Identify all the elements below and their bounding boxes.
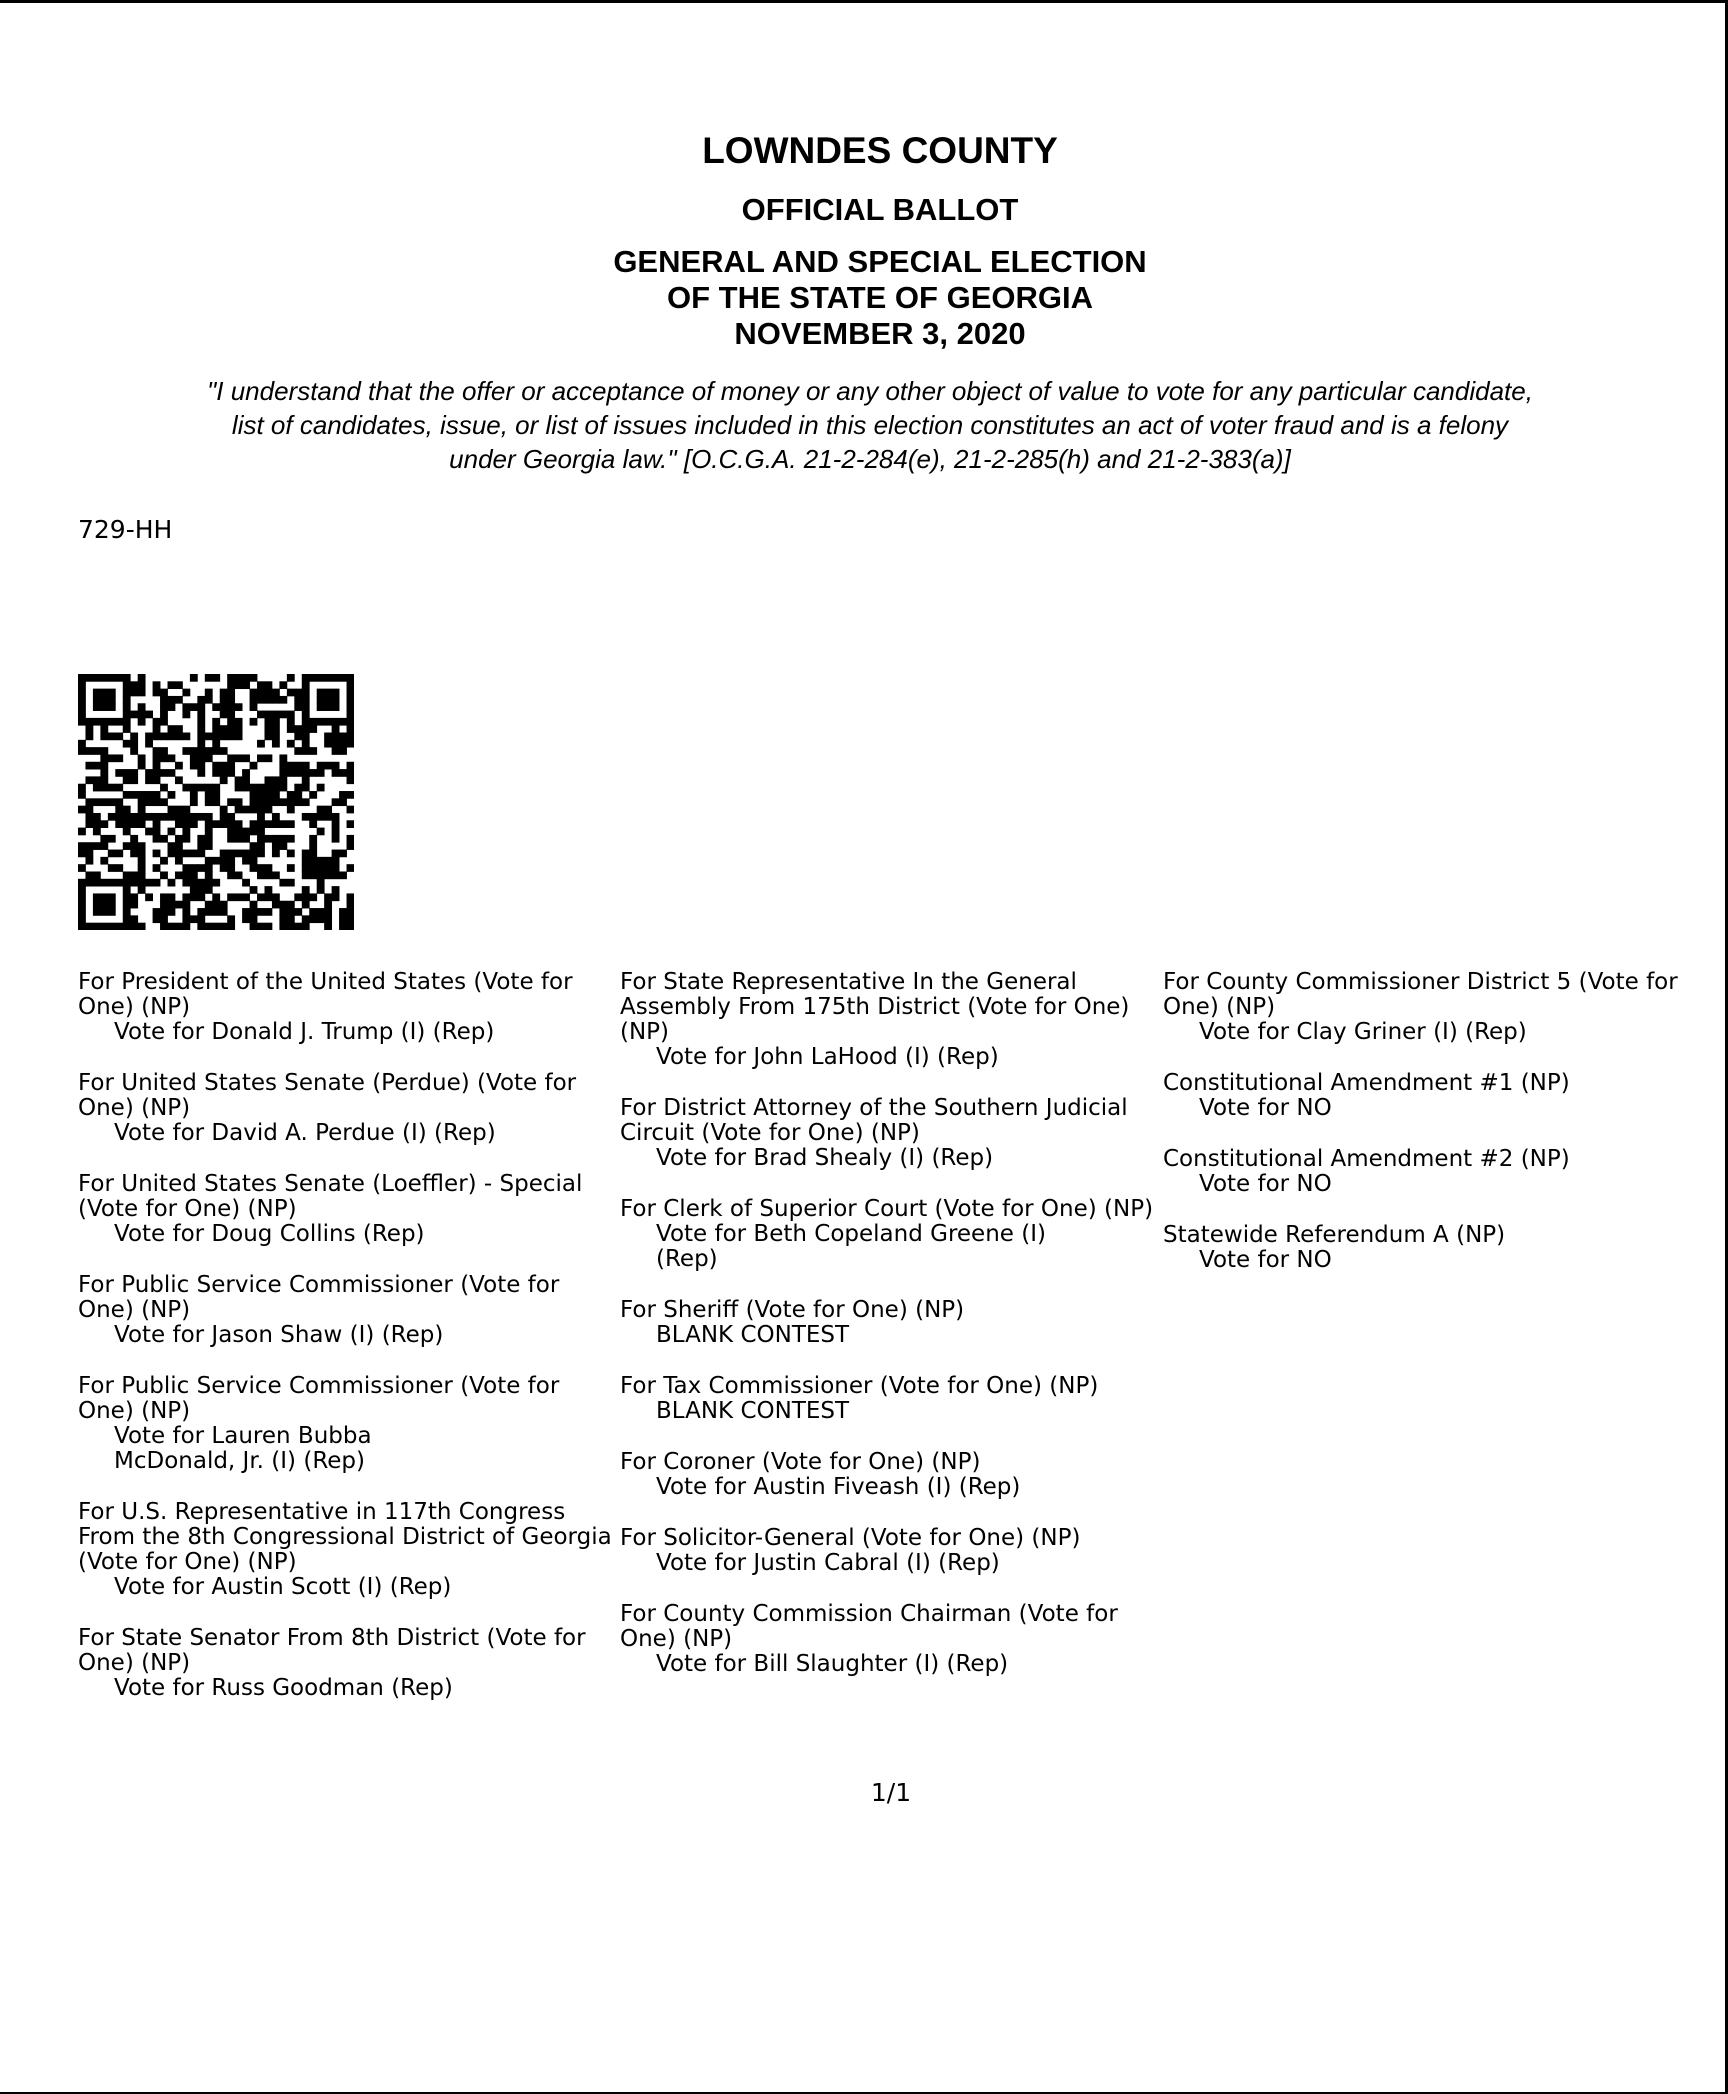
contest xyxy=(620,1602,1165,1677)
contest-choice: Vote for Brad Shealy (I) (Rep) xyxy=(656,1145,994,1171)
contest-title: For State Senator From 8th District (Vote for One) (NP) xyxy=(78,1625,586,1676)
contest xyxy=(78,1500,618,1600)
election-date: NOVEMBER 3, 2020 xyxy=(734,316,1026,351)
contest xyxy=(620,1096,1165,1171)
contest-choice: Vote for NO xyxy=(1199,1247,1332,1273)
contest-title: For Coroner (Vote for One) (NP) xyxy=(620,1449,981,1475)
contest-title: For County Commissioner District 5 (Vote for One) (NP) xyxy=(1163,969,1678,1020)
contest-title: For District Attorney of the Southern Judicial Circuit (Vote for One) (NP) xyxy=(620,1095,1128,1146)
contest-title: For County Commission Chairman (Vote for One) (NP) xyxy=(620,1601,1118,1652)
contest xyxy=(1163,1071,1683,1121)
contest-choice: Vote for NO xyxy=(1199,1171,1332,1197)
contest-choice: BLANK CONTEST xyxy=(656,1322,850,1348)
contest-choice: BLANK CONTEST xyxy=(656,1398,850,1424)
contest-choice: Vote for David A. Perdue (I) (Rep) xyxy=(114,1120,496,1146)
contest xyxy=(78,970,618,1045)
oath-line-2: list of candidates, issue, or list of issues included in this election constitutes an act of voter fraud and is a felony xyxy=(231,410,1509,440)
contest xyxy=(1163,970,1683,1045)
page-border-top xyxy=(0,0,1728,3)
contest xyxy=(1163,1147,1683,1197)
contest-choice: Vote for Justin Cabral (I) (Rep) xyxy=(656,1550,1000,1576)
contest xyxy=(78,1374,618,1474)
contest-title: For Clerk of Superior Court (Vote for One) (NP) xyxy=(620,1196,1154,1222)
contest-choice: Vote for Clay Griner (I) (Rep) xyxy=(1199,1019,1527,1045)
contest-choice: Vote for Bill Slaughter (I) (Rep) xyxy=(656,1651,1009,1677)
county-title: LOWNDES COUNTY xyxy=(702,130,1058,171)
ballot-type-title: OFFICIAL BALLOT xyxy=(741,192,1019,227)
contest-title: For President of the United States (Vote for One) (NP) xyxy=(78,969,573,1020)
contest xyxy=(620,1450,1165,1500)
contest-choice: Vote for NO xyxy=(1199,1095,1332,1121)
contest xyxy=(620,1298,1165,1348)
contest-title: For United States Senate (Perdue) (Vote for One) (NP) xyxy=(78,1070,577,1121)
contest xyxy=(78,1071,618,1146)
contest-choice: Vote for John LaHood (I) (Rep) xyxy=(656,1044,999,1070)
contest xyxy=(78,1626,618,1701)
contest xyxy=(620,970,1165,1070)
contest-column-1 xyxy=(78,970,618,1727)
contest-title: For Sheriff (Vote for One) (NP) xyxy=(620,1297,965,1323)
contest-title: For State Representative In the General Assembly From 175th District (Vote for One) (NP) xyxy=(620,969,1130,1045)
contest-title: For United States Senate (Loeffler) - Special (Vote for One) (NP) xyxy=(78,1171,583,1222)
contest-title: For Tax Commissioner (Vote for One) (NP) xyxy=(620,1373,1099,1399)
contest-title: Constitutional Amendment #2 (NP) xyxy=(1163,1146,1570,1172)
contest-title: For U.S. Representative in 117th Congress From the 8th Congressional District of Georgia (Vote for One) (NP) xyxy=(78,1499,612,1575)
election-title-line-1: GENERAL AND SPECIAL ELECTION xyxy=(613,244,1147,279)
oath-line-1: "I understand that the offer or acceptance of money or any other object of value to vote for any particular candidate, xyxy=(207,376,1533,406)
oath-line-3: under Georgia law." [O.C.G.A. 21-2-284(e), 21-2-285(h) and 21-2-383(a)] xyxy=(449,444,1291,474)
contest xyxy=(620,1374,1165,1424)
contest-title: For Solicitor-General (Vote for One) (NP) xyxy=(620,1525,1081,1551)
contest xyxy=(620,1197,1165,1272)
ballot-style-code: 729-HH xyxy=(78,515,173,544)
contest-column-2 xyxy=(620,970,1165,1703)
contest-choice: Vote for Doug Collins (Rep) xyxy=(114,1221,425,1247)
contest-choice: Vote for Austin Scott (I) (Rep) xyxy=(114,1574,452,1600)
contest-column-3 xyxy=(1163,970,1683,1299)
contest-title: Statewide Referendum A (NP) xyxy=(1163,1222,1506,1248)
contest xyxy=(78,1273,618,1348)
contest xyxy=(78,1172,618,1247)
contest-title: For Public Service Commissioner (Vote for One) (NP) xyxy=(78,1373,560,1424)
contest-choice: Vote for Lauren Bubba McDonald, Jr. (I) (Rep) xyxy=(114,1423,372,1474)
contest-choice: Vote for Jason Shaw (I) (Rep) xyxy=(114,1322,444,1348)
contest-choice: Vote for Donald J. Trump (I) (Rep) xyxy=(114,1019,495,1045)
contest xyxy=(1163,1223,1683,1273)
election-title-line-2: OF THE STATE OF GEORGIA xyxy=(667,280,1093,315)
qr-code xyxy=(78,674,354,930)
contest-title: For Public Service Commissioner (Vote for One) (NP) xyxy=(78,1272,560,1323)
contest-choice: Vote for Beth Copeland Greene (I) (Rep) xyxy=(656,1221,1046,1272)
contest-choice: Vote for Russ Goodman (Rep) xyxy=(114,1675,453,1701)
contest xyxy=(620,1526,1165,1576)
contest-choice: Vote for Austin Fiveash (I) (Rep) xyxy=(656,1474,1021,1500)
contest-title: Constitutional Amendment #1 (NP) xyxy=(1163,1070,1570,1096)
page-number: 1/1 xyxy=(870,1778,912,1807)
